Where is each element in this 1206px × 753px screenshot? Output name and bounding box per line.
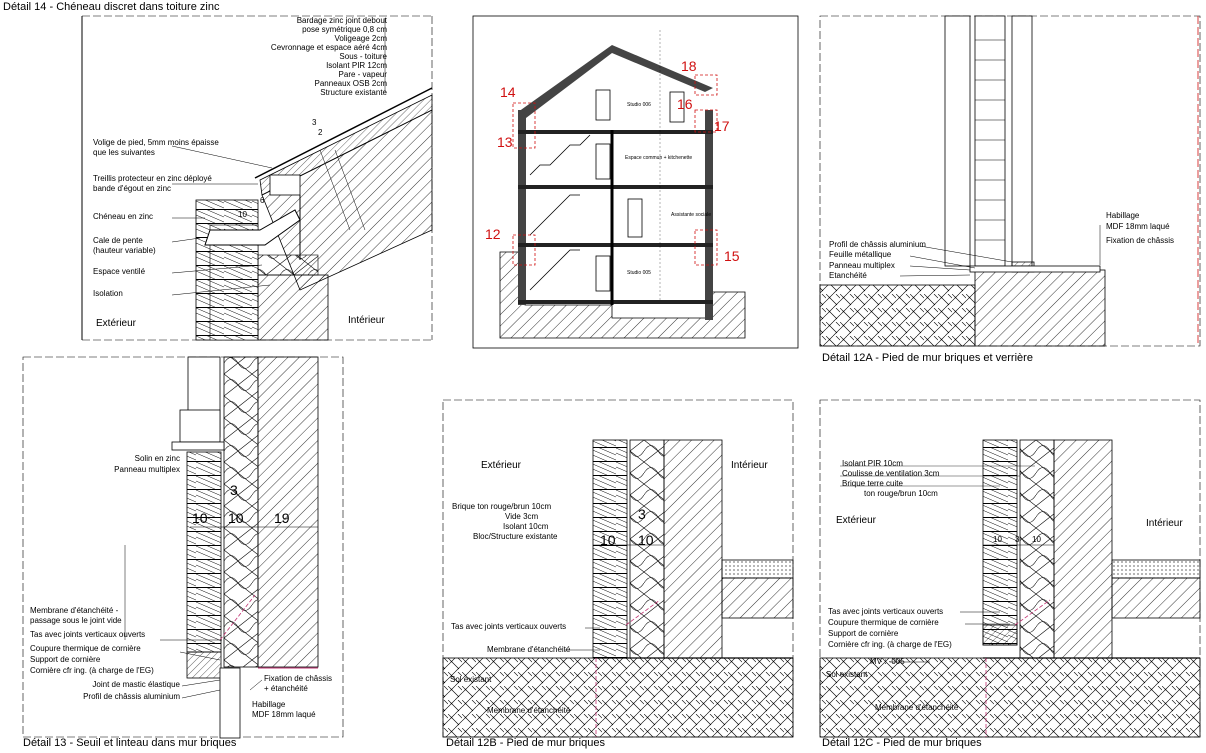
detail-ref-17: 17 xyxy=(714,118,730,134)
callout-corniere-13: Cornière cfr ing. (à charge de l'EG) xyxy=(30,666,154,675)
callout-espace: Espace ventilé xyxy=(93,267,146,276)
detail-12a-drawing xyxy=(820,16,1200,346)
detail-ref-15: 15 xyxy=(724,248,740,264)
room-studio-006: Studio 006 xyxy=(627,102,651,108)
callout-profil: Profil de châssis aluminium xyxy=(829,240,926,249)
layer-6: Isolant PIR 12cm xyxy=(326,61,387,70)
callout-support-13: Support de cornière xyxy=(30,655,101,664)
dim-13-3: 3 xyxy=(230,482,238,498)
dim-2: 2 xyxy=(318,128,323,137)
callout-cheneau: Chéneau en zinc xyxy=(93,212,154,221)
room-assistante: Assistante sociale xyxy=(671,212,712,218)
interior-label-12c: Intérieur xyxy=(1146,518,1183,529)
dim-12b-10b: 10 xyxy=(638,532,654,548)
callout-bande: bande d'égout en zinc xyxy=(93,184,172,193)
detail-12a-title: Détail 12A - Pied de mur briques et verrière xyxy=(822,352,1033,364)
membrane-12c-bottom: Membrane d'étanchéité xyxy=(875,703,959,712)
layer-4: Cevronnage et espace aéré 4cm xyxy=(270,43,387,52)
dim-6: 6 xyxy=(260,196,265,205)
callout-etancheite-13: + étanchéité xyxy=(264,684,308,693)
callout-volige-2: que les suivantes xyxy=(93,148,155,157)
layer-5: Sous - toiture xyxy=(339,52,387,61)
layer-1: Bardage zinc joint debout xyxy=(296,16,387,25)
layer-coulisse-12c: Coulisse de ventilation 3cm xyxy=(842,469,940,478)
detail-ref-12: 12 xyxy=(485,226,501,242)
detail-13-title: Détail 13 - Seuil et linteau dans mur briques xyxy=(23,737,237,749)
detail-12b-drawing xyxy=(443,400,793,737)
callout-corniere-12c: Cornière cfr ing. (à charge de l'EG) xyxy=(828,640,952,649)
detail-14-title: Détail 14 - Chéneau discret dans toiture zinc xyxy=(3,1,220,13)
dim-3: 3 xyxy=(312,118,317,127)
dim-13-10a: 10 xyxy=(192,510,208,526)
detail-12c-drawing xyxy=(820,400,1200,737)
callout-treillis: Treillis protecteur en zinc déployé xyxy=(93,174,212,183)
detail-12c-title: Détail 12C - Pied de mur briques xyxy=(822,737,982,749)
room-espace-commun: Espace commun + kitchenette xyxy=(625,155,693,161)
callout-membrane-13: Membrane d'étanchéité - xyxy=(30,606,119,615)
exterior-label-12b: Extérieur xyxy=(481,460,522,471)
detail-12b-title: Détail 12B - Pied de mur briques xyxy=(446,737,605,749)
dim-12c-3: 3 xyxy=(1015,535,1020,544)
layer-isolant-12b: Isolant 10cm xyxy=(503,522,549,531)
dim-12b-3: 3 xyxy=(638,506,646,522)
callout-fixation: Fixation de châssis xyxy=(1106,236,1175,245)
exterior-label: Extérieur xyxy=(96,318,137,329)
dim-12b-10a: 10 xyxy=(600,532,616,548)
callout-habillage-13: Habillage xyxy=(252,700,286,709)
callout-cale: Cale de pente xyxy=(93,236,143,245)
layer-8: Panneaux OSB 2cm xyxy=(314,79,387,88)
membrane-12b-bottom: Membrane d'étanchéité xyxy=(487,706,571,715)
dim-13-19: 19 xyxy=(274,510,290,526)
interior-label: Intérieur xyxy=(348,315,385,326)
callout-panneau-13: Panneau multiplex xyxy=(114,465,180,474)
dim-12c-10b: 10 xyxy=(1032,535,1041,544)
detail-ref-18: 18 xyxy=(681,58,697,74)
callout-solin: Solin en zinc xyxy=(134,454,180,463)
callout-coupure-13: Coupure thermique de cornière xyxy=(30,644,141,653)
layer-7: Pare - vapeur xyxy=(338,70,387,79)
layer-3: Voligeage 2cm xyxy=(334,34,387,43)
callout-habillage: Habillage xyxy=(1106,211,1140,220)
layer-9: Structure existante xyxy=(320,88,387,97)
callout-tas-13: Tas avec joints verticaux ouverts xyxy=(30,630,146,639)
callout-isolation: Isolation xyxy=(93,289,123,298)
layer-isolant-12c: Isolant PIR 10cm xyxy=(842,459,903,468)
callout-tas-12c: Tas avec joints verticaux ouverts xyxy=(828,607,944,616)
callout-membrane-13b: passage sous le joint vide xyxy=(30,616,122,625)
callout-joint: Joint de mastic élastique xyxy=(92,680,180,689)
layer-vide-12b: Vide 3cm xyxy=(505,512,539,521)
callout-coupure-12c: Coupure thermique de cornière xyxy=(828,618,939,627)
dim-10: 10 xyxy=(238,210,247,219)
callout-etancheite: Etanchéité xyxy=(829,271,867,280)
sol-existant-12b: Sol existant xyxy=(450,675,492,684)
layer-brique-12c: Brique terre cuite xyxy=(842,479,903,488)
interior-label-12b: Intérieur xyxy=(731,460,768,471)
detail-ref-14: 14 xyxy=(500,84,516,100)
room-studio-005: Studio 005 xyxy=(627,270,651,276)
callout-panneau: Panneau multiplex xyxy=(829,261,895,270)
callout-membrane-12b: Membrane d'étanchéité xyxy=(487,645,571,654)
detail-ref-16: 16 xyxy=(677,96,693,112)
layer-bloc-12b: Bloc/Structure existante xyxy=(473,532,558,541)
dim-13-10b: 10 xyxy=(228,510,244,526)
callout-tas-12b: Tas avec joints verticaux ouverts xyxy=(451,622,567,631)
sol-existant-12c: Sol existant xyxy=(826,670,868,679)
building-section-drawing xyxy=(473,16,798,348)
callout-profil-13: Profil de châssis aluminium xyxy=(83,692,180,701)
exterior-label-12c: Extérieur xyxy=(836,515,877,526)
callout-feuille: Feuille métallique xyxy=(829,250,892,259)
callout-mdf-13: MDF 18mm laqué xyxy=(252,710,316,719)
layer-2: pose symétrique 0,8 cm xyxy=(302,25,387,34)
dim-12c-10a: 10 xyxy=(993,535,1002,544)
callout-mdf: MDF 18mm laqué xyxy=(1106,222,1170,231)
callout-fixation-13: Fixation de châssis xyxy=(264,674,333,683)
layer-brique-12c-2: ton rouge/brun 10cm xyxy=(864,489,938,498)
layer-brique-12b: Brique ton rouge/brun 10cm xyxy=(452,502,552,511)
level-marker-12c: MV : -005 xyxy=(870,657,905,666)
detail-ref-13: 13 xyxy=(497,134,513,150)
callout-cale-2: (hauteur variable) xyxy=(93,246,156,255)
callout-volige: Volige de pied, 5mm moins épaisse xyxy=(93,138,219,147)
callout-support-12c: Support de cornière xyxy=(828,629,899,638)
